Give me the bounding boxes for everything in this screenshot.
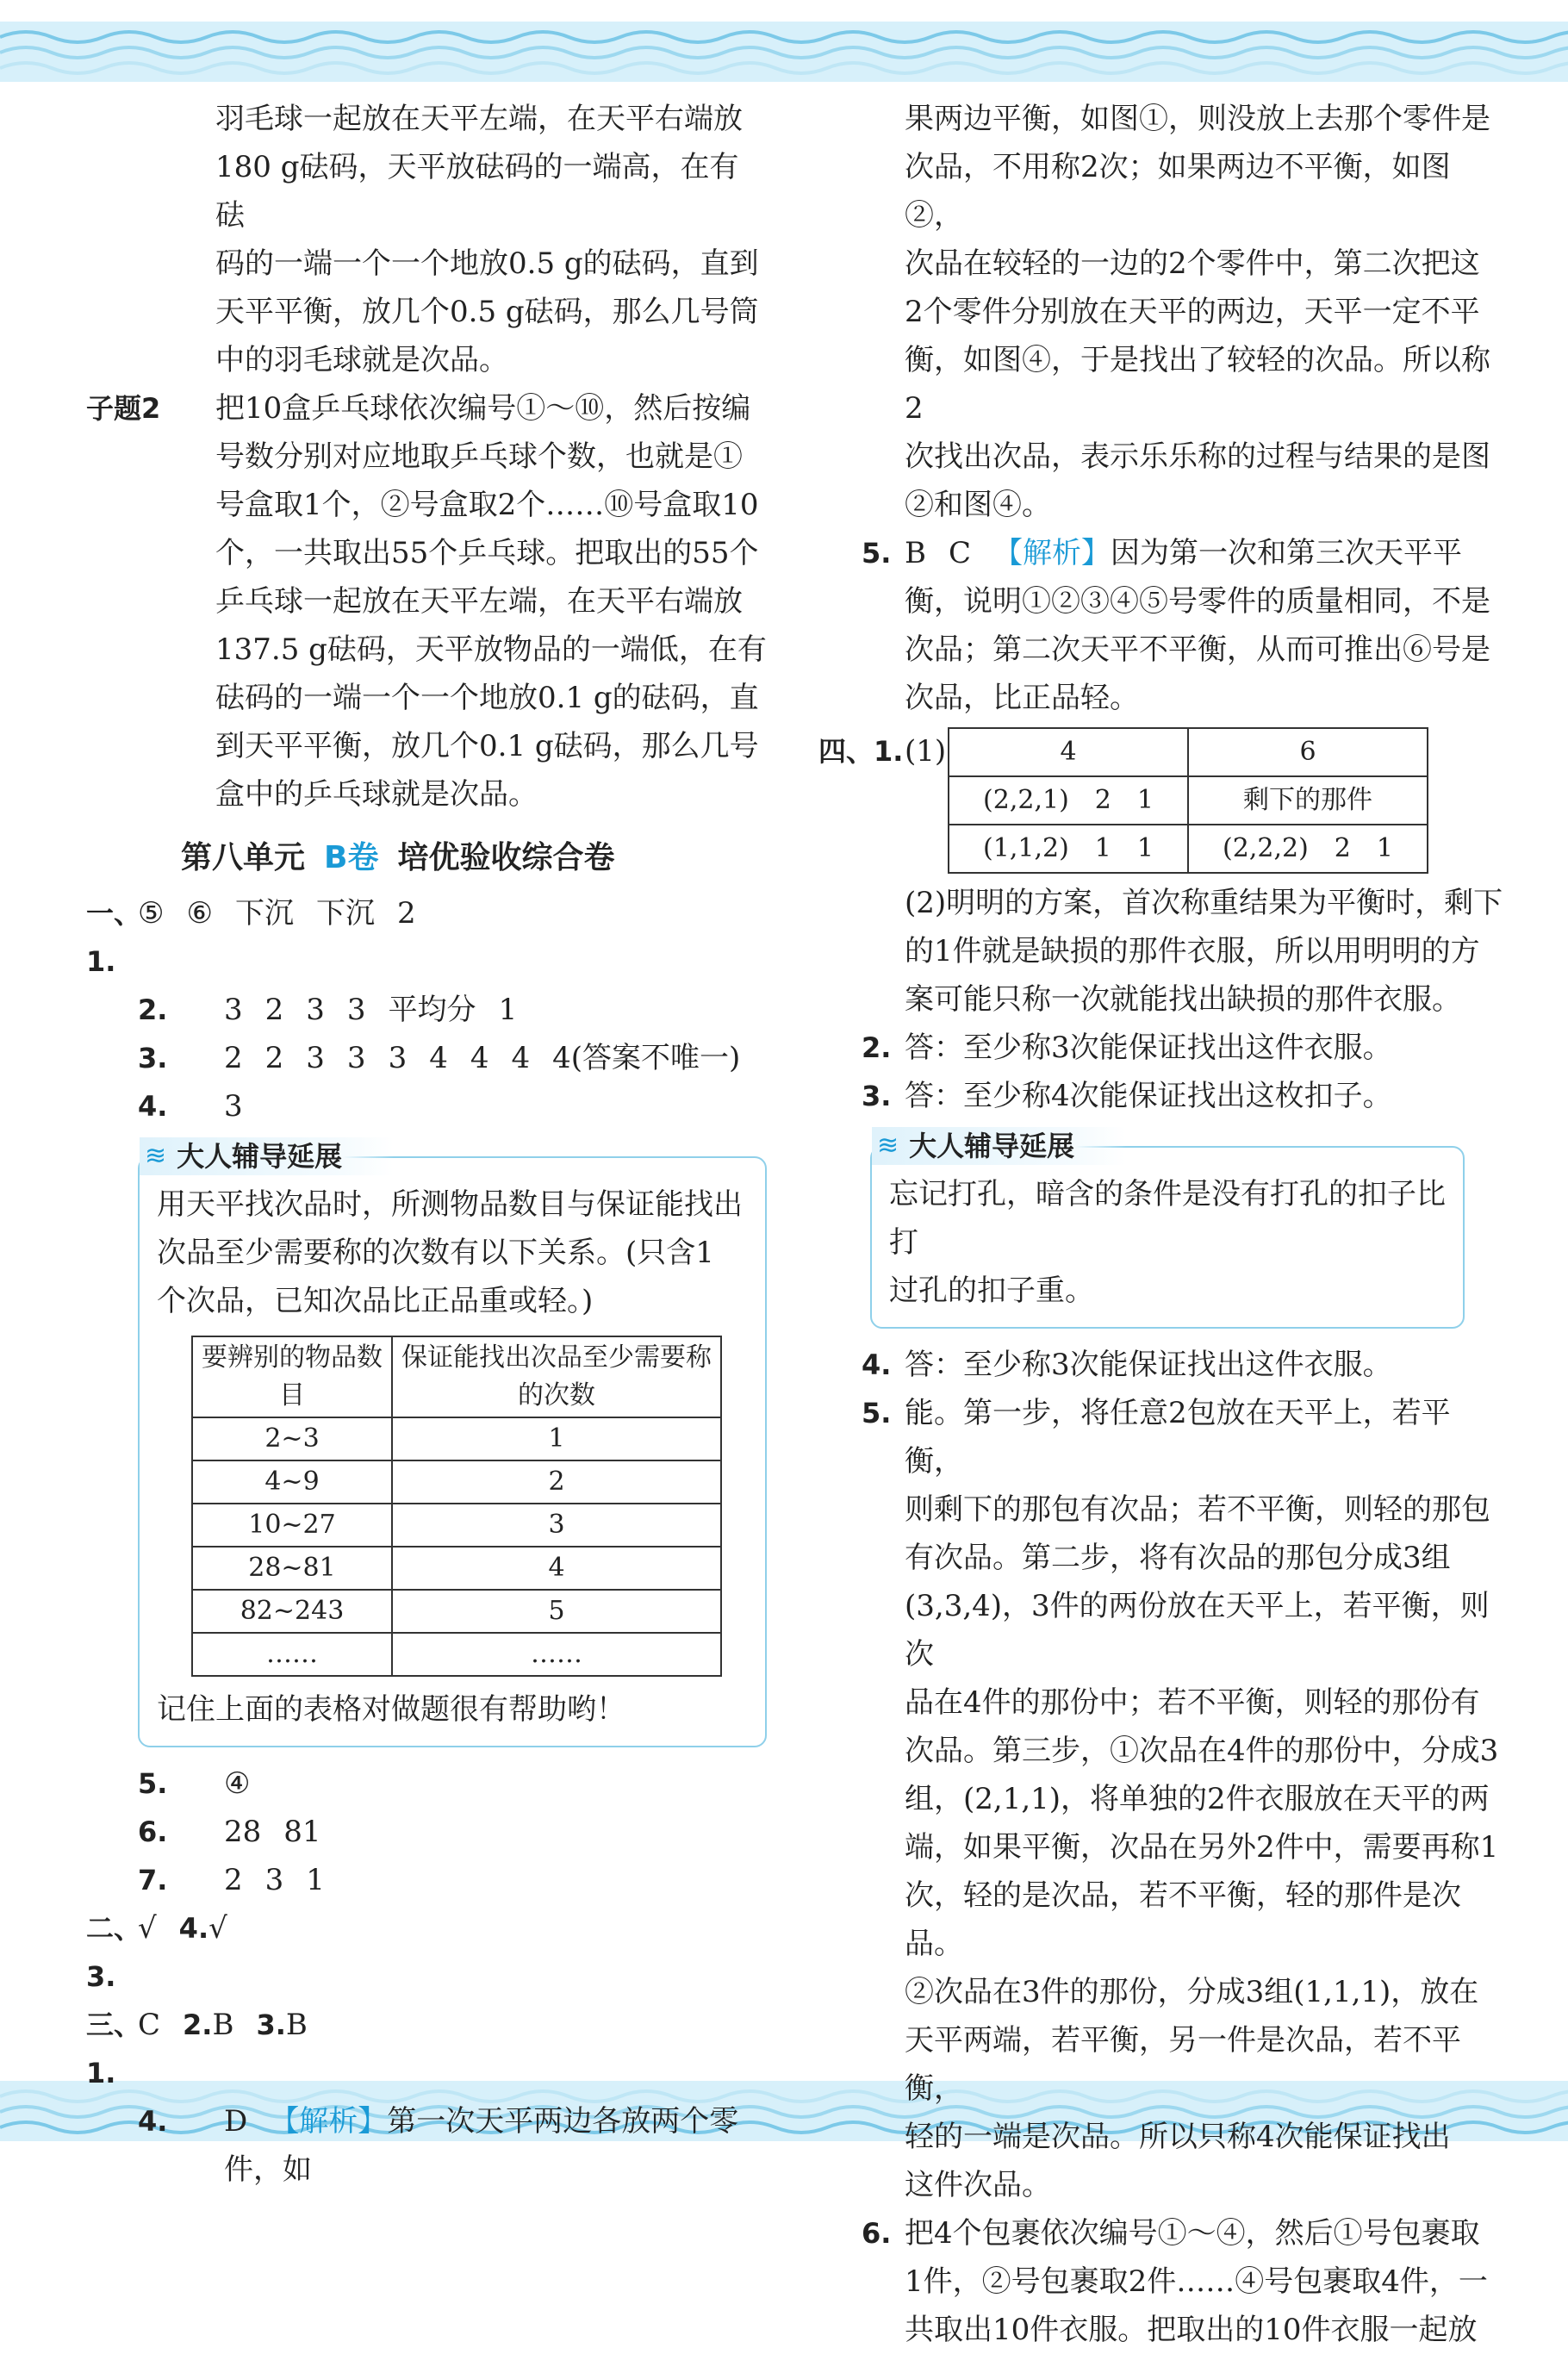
table-header: 6 — [1188, 728, 1428, 776]
table-row: 28~81 4 — [192, 1547, 721, 1590]
table-header: 要辨别的物品数目 — [192, 1336, 392, 1417]
continuation-line: 码的一端一个一个地放0.5 g的砝码，直到 — [215, 246, 759, 281]
question-number: 5. — [862, 537, 892, 570]
answer-line: 次品；第二次天平不平衡，从而可推出⑥号是 — [905, 632, 1490, 667]
analysis-tag: 【解析】 — [270, 2104, 388, 2139]
sub2-line: 137.5 g砝码，天平放物品的一端低，在有 — [215, 632, 767, 667]
tip-line: 次品至少需要称的次数有以下关系。(只含1 — [157, 1236, 714, 1270]
continuation-line: 次找出次品，表示乐乐称的过程与结果的是图 — [905, 439, 1490, 474]
tip-line: 忘记打孔，暗含的条件是没有打孔的扣子比打 — [889, 1177, 1446, 1260]
question-number: 4. — [138, 2105, 168, 2138]
section1-q2 — [86, 986, 767, 1034]
answer-line: 次品，比正品轻。 — [905, 681, 1139, 715]
wave-icon: ≋ — [877, 1130, 899, 1161]
continuation-line: 衡，如图④，于是找出了较轻的次品。所以称2 — [905, 343, 1490, 426]
answer-line: 把4个包裹依次编号①～④，然后①号包裹取 — [905, 2216, 1480, 2251]
answer: 28 81 — [224, 1815, 321, 1849]
question-number: 4. — [862, 1348, 892, 1381]
question-number: 4. — [138, 1090, 168, 1123]
question-number: 2. — [138, 993, 168, 1026]
answer: ⑤ ⑥ 下沉 下沉 2 — [138, 896, 416, 931]
answer: 3 — [224, 1089, 243, 1124]
question-number: 5. — [862, 1397, 892, 1429]
sub2-line: 把10盒乒乓球依次编号①～⑩，然后按编 — [215, 391, 751, 426]
section4-q4 — [818, 1341, 1508, 1389]
sub2-line: 盒中的乒乓球就是次品。 — [215, 777, 538, 812]
table-row: (2,2,1) 2 1 剩下的那件 — [949, 776, 1428, 825]
answer-line: 天平两端，若平衡，另一件是次品，若不平衡， — [905, 2023, 1461, 2106]
left-column — [86, 95, 767, 2194]
section4-q2 — [818, 1024, 1508, 1072]
grouping-table — [948, 727, 1428, 874]
answer: √ 4.√ — [138, 1911, 227, 1946]
tip-title: 大人辅导延展 — [909, 1130, 1075, 1162]
question-number: 5. — [138, 1767, 168, 1800]
continuation-line: 天平平衡，放几个0.5 g砝码，那么几号筒 — [215, 295, 759, 329]
answer: ④ — [224, 1766, 251, 1801]
wave-icon: ≋ — [145, 1141, 167, 1171]
question-number: 3. — [862, 1080, 892, 1112]
subquestion-label: 子题2 — [86, 392, 161, 425]
section2-answers — [86, 1904, 767, 2001]
answer: 2 2 3 3 3 4 4 4 4(答案不唯一) — [224, 1041, 741, 1075]
sub2-line: 砝码的一端一个一个地放0.1 g的砝码，直 — [215, 681, 759, 715]
tip-header — [140, 1137, 394, 1175]
answer-line: ②次品在3件的那份，分成3组(1,1,1)，放在 — [905, 1975, 1479, 2009]
section-number: 四、1. — [818, 735, 904, 768]
sub2-line: 到天平平衡，放几个0.1 g砝码，那么几号 — [215, 729, 759, 763]
answer-line: 的1件就是缺损的那件衣服，所以用明明的方 — [905, 934, 1480, 968]
continuation-line: ②和图④。 — [905, 488, 1051, 522]
sub2-line: 乒乓球一起放在天平左端，在天平右端放 — [215, 584, 743, 619]
continuation-line: 次品，不用称2次；如果两边不平衡，如图②， — [905, 150, 1451, 233]
answer-line: B C 【解析】因为第一次和第三次天平平 — [905, 536, 1463, 570]
section1-q3 — [86, 1034, 767, 1082]
answer-line: 有次品。第二步，将有次品的那包分成3组 — [905, 1541, 1451, 1575]
answer-line: (3,3,4)，3件的两份放在天平上，若平衡，则次 — [905, 1589, 1490, 1672]
continuation-line: 2个零件分别放在天平的两边，天平一定不平 — [905, 295, 1480, 329]
answer: 答：至少称3次能保证找出这件衣服。 — [905, 1031, 1392, 1065]
answer: 答：至少称3次能保证找出这件衣服。 — [905, 1348, 1392, 1382]
tip-title: 大人辅导延展 — [177, 1140, 343, 1173]
section3-q4 — [86, 2097, 767, 2194]
table-header: 保证能找出次品至少需要称的次数 — [392, 1336, 721, 1417]
right-column — [818, 95, 1508, 2354]
section4-q5 — [818, 1389, 1508, 2209]
answer-line: 轻的一端是次品。所以只称4次能保证找出 — [905, 2120, 1451, 2154]
sub2-line: 号盒取1个，②号盒取2个……⑩号盒取10 — [215, 488, 759, 522]
table-row: …… …… — [192, 1633, 721, 1676]
continuation-line: 中的羽毛球就是次品。 — [215, 343, 508, 377]
section1-q6 — [86, 1808, 767, 1856]
table-row: 10~27 3 — [192, 1504, 721, 1547]
sub2-line: 个，一共取出55个乒乓球。把取出的55个 — [215, 536, 759, 570]
answer-line: (2)明明的方案，首次称重结果为平衡时，剩下 — [905, 886, 1503, 920]
tip-line: 用天平找次品时，所测物品数目与保证能找出 — [157, 1187, 743, 1222]
weighing-reference-table — [191, 1336, 722, 1677]
section3-answers — [86, 2001, 767, 2097]
answer: 2 3 1 — [224, 1863, 325, 1897]
unit-name: 第八单元 — [181, 840, 306, 875]
section4-q3 — [818, 1072, 1508, 1120]
answer: 3 2 3 3 平均分 1 — [224, 993, 518, 1027]
tutor-tip-box — [870, 1130, 1465, 1329]
continuation-line: 次品在较轻的一边的2个零件中，第二次把这 — [905, 246, 1480, 281]
unit-title — [181, 834, 767, 882]
section1-q5 — [86, 1759, 767, 1808]
question-number: 6. — [138, 1815, 168, 1848]
answer-line: 组，(2,1,1)，将单独的2件衣服放在天平的两 — [905, 1782, 1490, 1816]
subquestion-2 — [86, 384, 767, 819]
answer-line: 品在4件的那份中；若不平衡，则轻的那份有 — [905, 1685, 1480, 1720]
question-number: 6. — [862, 2217, 892, 2250]
part-label: (1) — [905, 734, 947, 769]
question-number: 7. — [138, 1864, 168, 1896]
tip-header — [872, 1127, 1126, 1165]
answer-line: 这件次品。 — [905, 2168, 1051, 2202]
answer-line: 1件，②号包裹取2件……④号包裹取4件，一 — [905, 2264, 1488, 2299]
table-row: 4~9 2 — [192, 1460, 721, 1504]
analysis-tag: 【解析】 — [993, 536, 1111, 570]
top-wave-border — [0, 22, 1568, 82]
table-row: 82~243 5 — [192, 1590, 721, 1633]
section-number: 三、1. — [86, 2008, 142, 2089]
continuation-line: 180 g砝码，天平放砝码的一端高，在有砝 — [215, 150, 739, 233]
section1-q7 — [86, 1856, 767, 1904]
question-number: 2. — [862, 1031, 892, 1064]
question-number: 3. — [138, 1042, 168, 1074]
table-row: 2~3 1 — [192, 1417, 721, 1460]
answer: C 2.B 3.B — [138, 2008, 308, 2042]
volume-label: B卷 — [324, 840, 379, 875]
answer-line: 次，轻的是次品，若不平衡，轻的那件是次品。 — [905, 1878, 1461, 1961]
exam-name: 培优验收综合卷 — [397, 840, 615, 875]
sub2-line: 号数分别对应地取乒乓球个数，也就是① — [215, 439, 743, 474]
answer-line: 共取出10件衣服。把取出的10件衣服一起放 — [905, 2313, 1478, 2347]
table-row: (1,1,2) 1 1 (2,2,2) 2 1 — [949, 825, 1428, 873]
section-number: 一、1. — [86, 897, 142, 978]
section3-q5 — [818, 529, 1508, 722]
answer-line: 端，如果平衡，次品在另外2件中，需要再称1 — [905, 1830, 1499, 1865]
tutor-tip-box — [138, 1140, 767, 1747]
tip-line: 过孔的扣子重。 — [889, 1274, 1094, 1308]
section4-q1 — [818, 727, 1508, 874]
answer-line: 衡，说明①②③④⑤号零件的质量相同，不是 — [905, 584, 1490, 619]
section4-q6 — [818, 2209, 1508, 2354]
continuation-line: 果两边平衡，如图①，则没放上去那个零件是 — [905, 102, 1490, 136]
answer: 答：至少称4次能保证找出这枚扣子。 — [905, 1079, 1392, 1113]
answer: D 【解析】第一次天平两边各放两个零件，如 — [224, 2104, 739, 2187]
answer-line: 次品。第三步，①次品在4件的那份中，分成3 — [905, 1734, 1499, 1768]
tip-line: 个次品，已知次品比正品重或轻。) — [157, 1284, 594, 1318]
section1-q4 — [86, 1082, 767, 1130]
tip-footer: 记住上面的表格对做题很有帮助哟！ — [157, 1692, 625, 1727]
continuation-line: 羽毛球一起放在天平左端，在天平右端放 — [215, 102, 743, 136]
section1-q1 — [86, 889, 767, 986]
answer-line: 案可能只称一次就能找出缺损的那件衣服。 — [905, 982, 1461, 1017]
answer-line: 能。第一步，将任意2包放在天平上，若平衡， — [905, 1396, 1451, 1479]
section-number: 二、3. — [86, 1912, 142, 1993]
table-header: 4 — [949, 728, 1188, 776]
answer-line: 则剩下的那包有次品；若不平衡，则轻的那包 — [905, 1492, 1490, 1527]
